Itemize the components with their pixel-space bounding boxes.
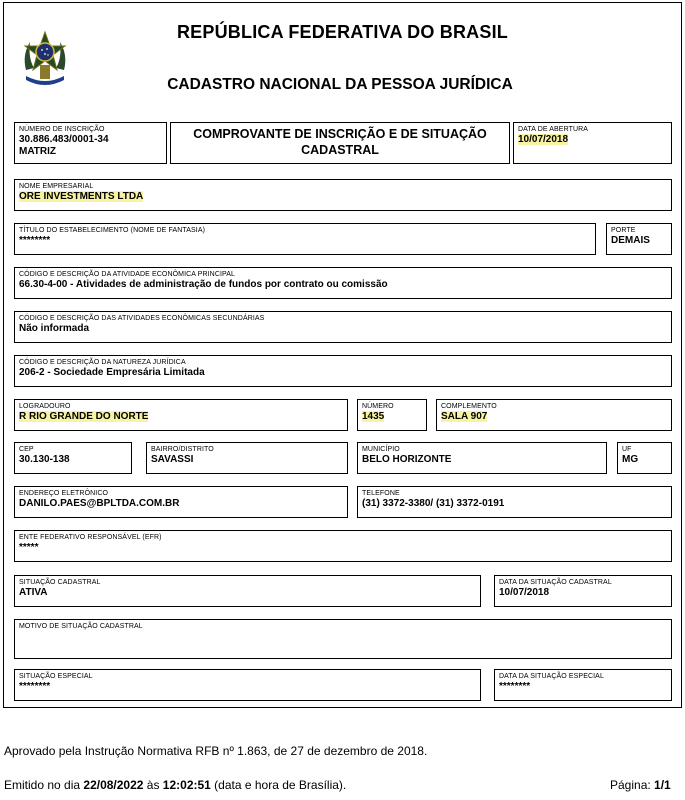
numero-value: 1435	[362, 411, 385, 422]
emitted-time: 12:02:51	[162, 778, 211, 792]
municipio-label: MUNICÍPIO	[362, 446, 400, 453]
data-situacao-especial-label: DATA DA SITUAÇÃO ESPECIAL	[499, 673, 604, 680]
porte-value: DEMAIS	[611, 235, 650, 246]
abertura-value: 10/07/2018	[518, 134, 569, 145]
atividades-secundarias-label: CÓDIGO E DESCRIÇÃO DAS ATIVIDADES ECONÔMICAS SECUNDÁRIAS	[19, 315, 265, 322]
fantasia-box	[14, 223, 596, 255]
emission-line	[4, 778, 346, 792]
porte-box	[606, 223, 672, 255]
atividades-secundarias-value: Não informada	[19, 323, 90, 334]
complemento-value: SALA 907	[441, 411, 488, 422]
complemento-label: COMPLEMENTO	[441, 403, 497, 410]
telefone-label: TELEFONE	[362, 490, 400, 497]
comprovante-line1: COMPROVANTE DE INSCRIÇÃO E DE SITUAÇÃO	[193, 127, 487, 141]
situacao-especial-value: ********	[19, 681, 51, 692]
bairro-label: BAIRRO/DISTRITO	[151, 446, 214, 453]
natureza-label: CÓDIGO E DESCRIÇÃO DA NATUREZA JURÍDICA	[19, 359, 186, 366]
inscricao-type: MATRIZ	[19, 146, 57, 157]
cep-value: 30.130-138	[19, 454, 70, 465]
emitted-prefix: Emitido no dia	[4, 778, 84, 792]
motivo-label: MOTIVO DE SITUAÇÃO CADASTRAL	[19, 623, 143, 630]
uf-value: MG	[622, 454, 639, 465]
emitted-suffix: (data e hora de Brasília).	[210, 778, 347, 792]
municipio-box	[357, 442, 607, 474]
logradouro-box	[14, 399, 348, 431]
efr-label: ENTE FEDERATIVO RESPONSÁVEL (EFR)	[19, 534, 162, 541]
emitted-mid: às	[143, 778, 163, 792]
porte-label: PORTE	[611, 227, 636, 234]
page-subtitle: CADASTRO NACIONAL DA PESSOA JURÍDICA	[167, 76, 513, 93]
municipio-value: BELO HORIZONTE	[362, 454, 452, 465]
cep-box	[14, 442, 132, 474]
efr-box	[14, 530, 672, 562]
situacao-especial-box	[14, 669, 481, 701]
numero-label: NÚMERO	[362, 403, 394, 410]
cep-label: CEP	[19, 446, 34, 453]
abertura-box	[513, 122, 672, 164]
telefone-value: (31) 3372-3380/ (31) 3372-0191	[362, 498, 505, 509]
email-label: ENDEREÇO ELETRÔNICO	[19, 490, 109, 497]
data-situacao-label: DATA DA SITUAÇÃO CADASTRAL	[499, 579, 612, 586]
inscricao-box	[14, 122, 167, 164]
comprovante-line2: CADASTRAL	[301, 143, 379, 157]
motivo-box	[14, 619, 672, 659]
nome-label: NOME EMPRESARIAL	[19, 183, 94, 190]
efr-value: *****	[19, 542, 39, 553]
bairro-value: SAVASSI	[151, 454, 194, 465]
emitted-date: 22/08/2022	[83, 778, 144, 792]
natureza-box	[14, 355, 672, 387]
logradouro-value: R RIO GRANDE DO NORTE	[19, 411, 149, 422]
fantasia-label: TÍTULO DO ESTABELECIMENTO (NOME DE FANTASIA)	[19, 227, 206, 234]
numero-box	[357, 399, 427, 431]
page-title: REPÚBLICA FEDERATIVA DO BRASIL	[176, 22, 508, 42]
abertura-label: DATA DE ABERTURA	[518, 126, 589, 133]
data-situacao-box	[494, 575, 672, 607]
atividade-principal-box	[14, 267, 672, 299]
inscricao-label: NÚMERO DE INSCRIÇÃO	[19, 126, 105, 133]
logradouro-label: LOGRADOURO	[19, 403, 71, 410]
uf-label: UF	[622, 446, 632, 453]
nome-box	[14, 179, 672, 211]
page-value: 1/1	[654, 778, 671, 792]
situacao-especial-label: SITUAÇÃO ESPECIAL	[19, 673, 93, 680]
data-situacao-especial-box	[494, 669, 672, 701]
situacao-label: SITUAÇÃO CADASTRAL	[19, 579, 101, 586]
page-label: Página:	[610, 778, 655, 792]
fantasia-value: ********	[19, 235, 51, 246]
natureza-value: 206-2 - Sociedade Empresária Limitada	[19, 367, 205, 378]
atividade-principal-label: CÓDIGO E DESCRIÇÃO DA ATIVIDADE ECONÔMICA PRINCIPAL	[19, 271, 236, 278]
bairro-box	[146, 442, 348, 474]
atividades-secundarias-box	[14, 311, 672, 343]
inscricao-number: 30.886.483/0001-34	[19, 134, 109, 145]
email-box	[14, 486, 348, 518]
page-indicator	[610, 778, 671, 792]
situacao-box	[14, 575, 481, 607]
uf-box	[617, 442, 672, 474]
brazil-coat-of-arms-icon	[20, 30, 70, 88]
telefone-box	[357, 486, 672, 518]
approval-note: Aprovado pela Instrução Normativa RFB nº 1.863, de 27 de dezembro de 2018.	[4, 744, 428, 758]
data-situacao-especial-value: ********	[499, 681, 531, 692]
complemento-box	[436, 399, 672, 431]
comprovante-title	[170, 122, 510, 164]
data-situacao-value: 10/07/2018	[499, 587, 550, 598]
email-value: DANILO.PAES@BPLTDA.COM.BR	[19, 498, 180, 509]
atividade-principal-value: 66.30-4-00 - Atividades de administração de fundos por contrato ou comissão	[19, 279, 388, 290]
nome-value: ORE INVESTMENTS LTDA	[19, 191, 144, 202]
situacao-value: ATIVA	[19, 587, 48, 598]
